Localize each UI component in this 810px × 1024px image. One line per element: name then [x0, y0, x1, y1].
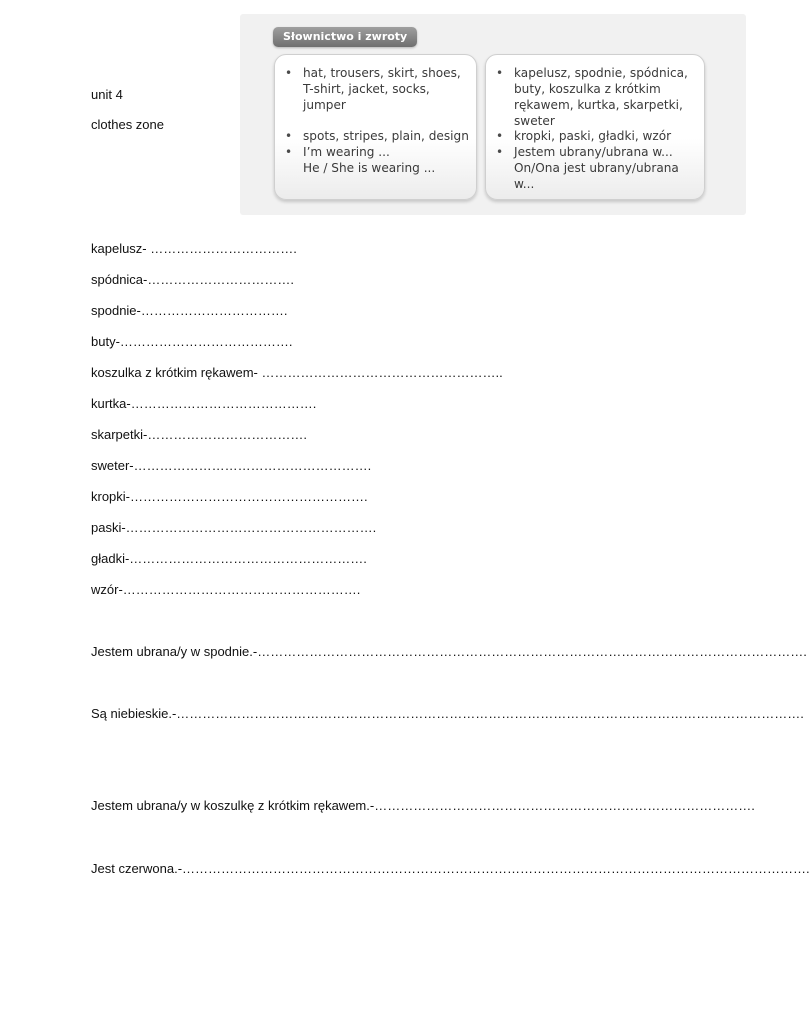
- english-vocabulary-list-bottom: [285, 128, 470, 176]
- sentence-line-czerwona: Jest czerwona.-……………………………………………………………………………………………………………………………….: [91, 861, 810, 876]
- exercise-line-kropki: kropki-……………………………………………….: [91, 489, 368, 504]
- sentence-line-niebieskie: Są niebieskie.-……………………………………………………………………………………………………………………………….: [91, 706, 804, 721]
- exercise-line-wzor: wzór-……………………………………………….: [91, 582, 361, 597]
- unit-label: unit 4: [91, 87, 123, 102]
- exercise-line-sweter: sweter-……………………………………………….: [91, 458, 372, 473]
- exercise-line-spodnie: spodnie-…………………………….: [91, 303, 288, 318]
- english-vocabulary-item: • hat, trousers, skirt, shoes, T-shirt, jacket, socks, jumper: [285, 65, 470, 113]
- english-vocabulary-item: • spots, stripes, plain, design: [285, 128, 470, 144]
- vocabulary-panel: [240, 14, 746, 215]
- english-vocabulary-list-top: [285, 65, 470, 113]
- exercise-line-koszulka: koszulka z krótkim rękawem- ………………………………………………..: [91, 365, 503, 380]
- polish-vocabulary-box: [485, 54, 705, 200]
- polish-vocabulary-list-bottom: [496, 128, 698, 192]
- exercise-line-buty: buty-………………………………….: [91, 334, 293, 349]
- polish-vocabulary-item: • kropki, paski, gładki, wzór: [496, 128, 698, 144]
- exercise-line-paski: paski-………………………………………………….: [91, 520, 377, 535]
- polish-vocabulary-item: • kapelusz, spodnie, spódnica, buty, koszulka z krótkim rękawem, kurtka, skarpetki, sweter: [496, 65, 698, 129]
- english-vocabulary-box: [274, 54, 477, 200]
- sentence-line-spodnie: Jestem ubrana/y w spodnie.-……………………………………………………………………………………………………………….: [91, 644, 807, 659]
- polish-vocabulary-list-top: [496, 65, 698, 129]
- exercise-line-kapelusz: kapelusz- …………………………….: [91, 241, 297, 256]
- exercise-line-skarpetki: skarpetki-……………………………….: [91, 427, 307, 442]
- polish-vocabulary-item: • Jestem ubrany/ubrana w... On/Ona jest ubrany/ubrana w...: [496, 144, 698, 192]
- exercise-line-spodnica: spódnica-…………………………….: [91, 272, 294, 287]
- sentence-line-koszulka: Jestem ubrana/y w koszulkę z krótkim rękawem.-…………………………………………………………………………….: [91, 798, 755, 813]
- vocabulary-title: Słownictwo i zwroty: [273, 27, 417, 47]
- english-vocabulary-item: • I’m wearing ... He / She is wearing ...: [285, 144, 470, 176]
- exercise-line-kurtka: kurtka-…………………………………….: [91, 396, 317, 411]
- topic-label: clothes zone: [91, 117, 164, 132]
- exercise-line-gladki: gładki-……………………………………………….: [91, 551, 367, 566]
